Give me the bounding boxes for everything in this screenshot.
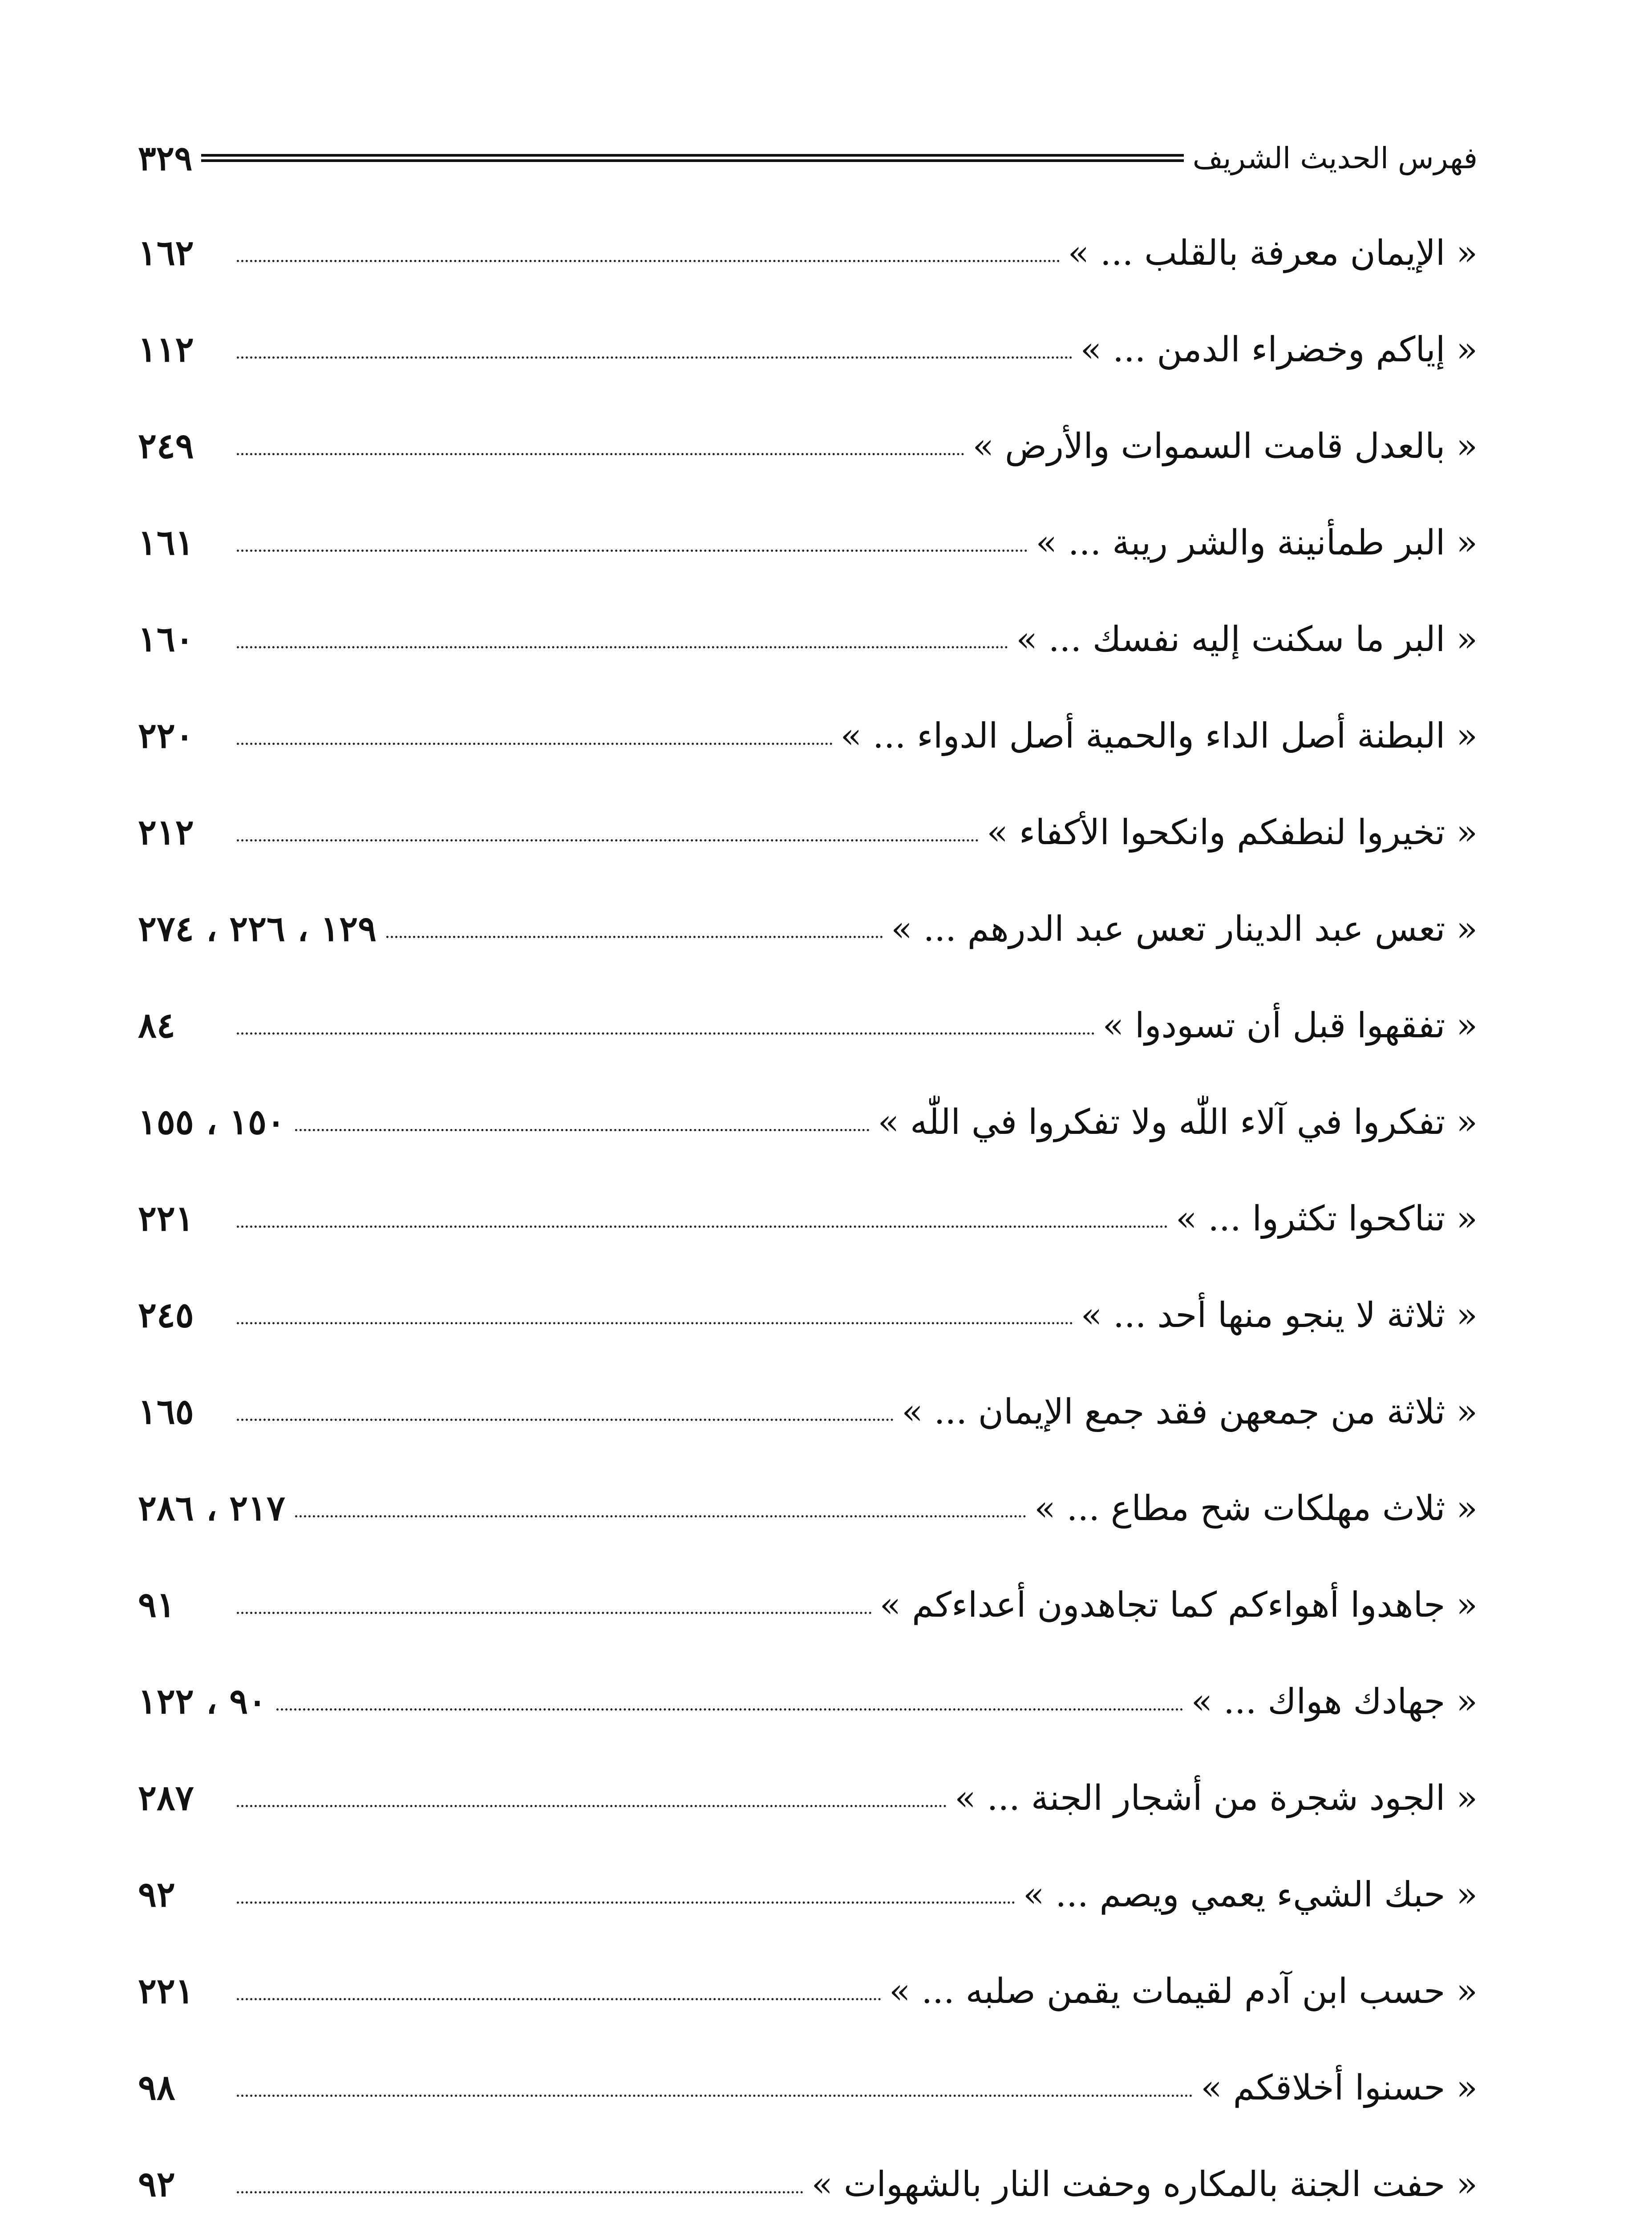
index-entry [138, 688, 1478, 784]
entry-hadith-text: « حسب ابن آدم لقيمات يقمن صلبه ... » [889, 1971, 1478, 2011]
entry-dot-leader [276, 1708, 1183, 1711]
entry-hadith-text: « ثلاث مهلكات شح مطاع ... » [1034, 1489, 1478, 1529]
index-entry [138, 591, 1478, 688]
entry-dot-leader [237, 1322, 1073, 1324]
entry-hadith-text: « البطنة أصل الداء والحمية أصل الدواء ... » [840, 716, 1478, 756]
index-entry [138, 1363, 1478, 1460]
entry-dot-leader [237, 1805, 947, 1807]
entry-page-refs: ٢٢١ [138, 1198, 194, 1239]
index-entry [138, 977, 1478, 1074]
entry-page-refs: ٩٢ [138, 1874, 175, 1915]
index-entry [138, 1943, 1478, 2039]
entry-page-refs: ١٦٥ [138, 1392, 194, 1432]
entry-dot-leader [237, 646, 1008, 648]
index-entry [138, 2039, 1478, 2136]
entry-dot-leader [237, 743, 833, 745]
entry-page-refs: ١٦١ [138, 522, 194, 563]
entry-hadith-text: « جاهدوا أهواءكم كما تجاهدون أعداءكم » [879, 1585, 1478, 1625]
entry-hadith-text: « تفكروا في آلاء اللّٰه ولا تفكروا في اللّٰه » [878, 1102, 1478, 1142]
header-title: فهرس الحديث الشريف [1192, 141, 1478, 175]
entry-hadith-text: « البر ما سكنت إليه نفسك ... » [1016, 619, 1478, 659]
running-header [138, 129, 1478, 187]
entry-dot-leader [237, 839, 979, 841]
entry-page-refs: ٢٤٩ [138, 426, 194, 466]
entry-page-refs: ١٦٠ [138, 619, 194, 659]
entry-page-refs: ٢٨٧ [138, 1778, 194, 1818]
entry-page-refs: ٢٤٥ [138, 1295, 194, 1335]
entry-hadith-text: « ثلاثة لا ينجو منها أحد ... » [1081, 1295, 1478, 1335]
entry-dot-leader [295, 1515, 1026, 1517]
entry-hadith-text: « جهادك هواك ... » [1191, 1682, 1478, 1722]
index-entry [138, 1846, 1478, 1943]
index-entry [138, 205, 1478, 301]
index-entry [138, 1557, 1478, 1653]
entry-hadith-text: « حبك الشيء يعمي ويصم ... » [1023, 1875, 1478, 1915]
entry-hadith-text: « تخيروا لنطفكم وانكحوا الأكفاء » [987, 813, 1478, 853]
entry-dot-leader [237, 1612, 872, 1614]
entry-page-refs: ٢١٢ [138, 812, 194, 853]
index-entry [138, 1074, 1478, 1170]
entry-page-refs: ١٥٠ ، ١٥٥ [138, 1102, 285, 1142]
entry-page-refs: ١٦٢ [138, 233, 194, 273]
index-entry [138, 1653, 1478, 1750]
entry-dot-leader [295, 1129, 870, 1131]
index-entry [138, 494, 1478, 591]
entry-page-refs: ٩٨ [138, 2067, 175, 2108]
entry-page-refs: ٩١ [138, 1585, 175, 1625]
index-page [138, 129, 1478, 2225]
entry-dot-leader [237, 2095, 1193, 2097]
entry-hadith-text: « ثلاثة من جمعهن فقد جمع الإيمان ... » [902, 1392, 1478, 1432]
entry-dot-leader [237, 1901, 1015, 1904]
entry-hadith-text: « الجود شجرة من أشجار الجنة ... » [955, 1778, 1478, 1818]
entry-page-refs: ٢١٧ ، ٢٨٦ [138, 1488, 285, 1529]
index-entry [138, 1267, 1478, 1363]
entry-dot-leader [386, 936, 883, 938]
entry-page-refs: ٩٢ [138, 2164, 175, 2205]
entry-page-refs: ٢٢٠ [138, 716, 194, 756]
entry-page-refs: ٢٢١ [138, 1971, 194, 2011]
entry-hadith-text: « حفت الجنة بالمكاره وحفت النار بالشهوات » [811, 2164, 1478, 2205]
entry-page-refs: ٩٠ ، ١٢٢ [138, 1681, 267, 1722]
entry-hadith-text: « تفقهوا قبل أن تسودوا » [1102, 1006, 1478, 1046]
index-entry [138, 2136, 1478, 2225]
index-entry [138, 1750, 1478, 1846]
index-entry [138, 1460, 1478, 1557]
entry-hadith-text: « إياكم وخضراء الدمن ... » [1080, 330, 1478, 370]
entry-page-refs: ١٢٩ ، ٢٢٦ ، ٢٧٤ [138, 909, 377, 949]
entry-dot-leader [237, 453, 964, 455]
entry-dot-leader [237, 1032, 1095, 1035]
page-number: ٣٢٩ [138, 138, 193, 178]
entry-dot-leader [237, 2191, 803, 2193]
entry-dot-leader [237, 1226, 1168, 1228]
entry-hadith-text: « البر طمأنينة والشر ريبة ... » [1036, 523, 1478, 563]
entry-dot-leader [237, 356, 1073, 359]
entry-hadith-text: « بالعدل قامت السموات والأرض » [972, 426, 1478, 466]
index-entry [138, 784, 1478, 881]
entry-hadith-text: « الإيمان معرفة بالقلب ... » [1068, 233, 1478, 273]
index-entry [138, 301, 1478, 398]
entry-dot-leader [237, 260, 1060, 262]
entry-dot-leader [237, 550, 1028, 552]
index-entry [138, 881, 1478, 977]
index-entry [138, 398, 1478, 494]
entry-hadith-text: « حسنوا أخلاقكم » [1201, 2068, 1478, 2108]
entry-hadith-text: « تناكحوا تكثروا ... » [1175, 1199, 1478, 1239]
entry-page-refs: ١١٢ [138, 329, 194, 370]
hadith-index-list [138, 205, 1478, 2225]
entry-dot-leader [237, 1998, 881, 2000]
header-double-rule [201, 154, 1183, 162]
index-entry [138, 1170, 1478, 1267]
entry-hadith-text: « تعس عبد الدينار تعس عبد الدرهم ... » [891, 909, 1478, 949]
entry-dot-leader [237, 1419, 894, 1421]
entry-page-refs: ٨٤ [138, 1005, 175, 1046]
